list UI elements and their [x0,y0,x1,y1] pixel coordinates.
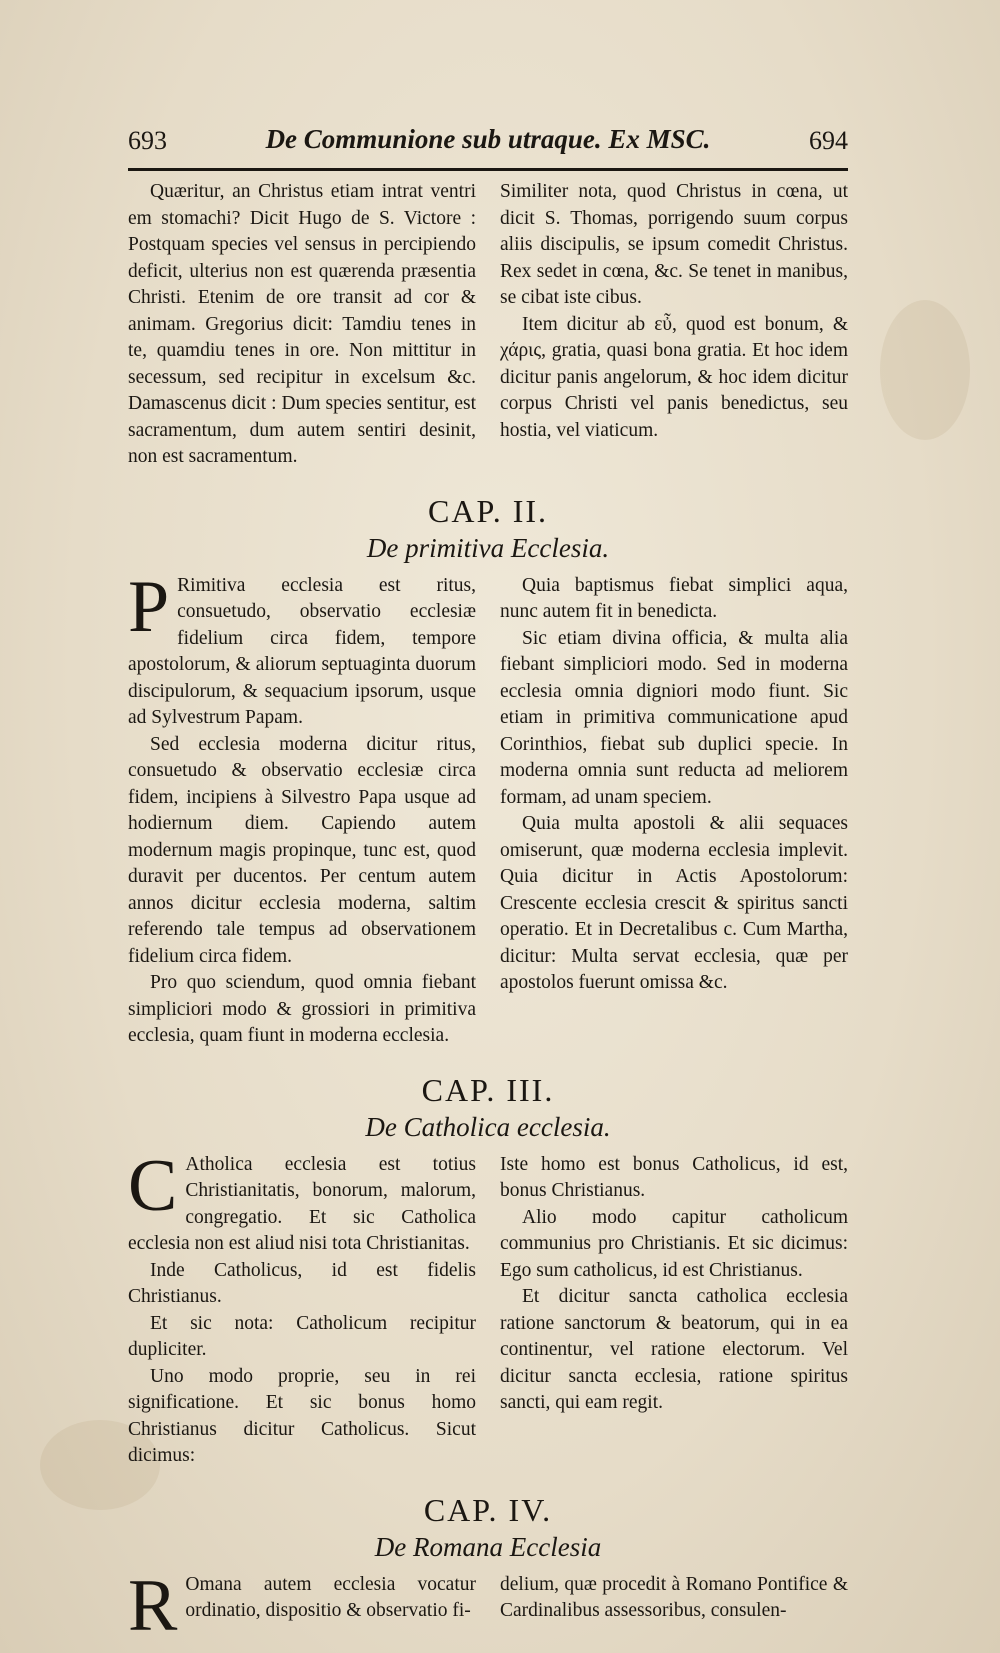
running-title: De Communione sub utraque. Ex MSC. [265,124,711,154]
paragraph: delium, quæ procedit à Romano Pontifice & Cardinalibus assessoribus, consulen- [500,1573,848,1621]
paragraph: Iste homo est bonus Catholicus, id est, bonus Christianus. [500,1153,848,1201]
intro-columns [128,179,848,471]
drop-cap: P [128,565,170,648]
header-rule [128,168,848,175]
paragraph: Sic etiam divina officia, & multa alia fiebant simpliciori modo. Sed in moderna ecclesia omnia digniori modo fiunt. Sic etiam in primitiva communicatione apud Corinthios, fiebat sub duplici specie. In moderna omnia sunt reducta ad meliorem formam, ad unam speciem. [500,627,848,808]
paragraph: Uno modo proprie, seu in rei significatione. Et sic bonus homo Christianus dicitur Catholicus. Sicut dicimus: [128,1365,476,1466]
chapter-4-right-column [500,1572,848,1636]
chapter-3-left-column [128,1144,476,1470]
chapter-subtitle: De Catholica ecclesia. [365,1111,611,1142]
paragraph: Omana autem ecclesia vocatur ordinatio, dispositio & observatio fi- [185,1573,476,1621]
paragraph: Similiter nota, quod Christus in cœna, ut dicit S. Thomas, porrigendo suum corpus aliis discipulis, se ipsum comedit Christus. Rex sedet in cœna, &c. Se tenet in manibus, se cibat iste cibus. [500,181,848,308]
page-number-right: 694 [809,126,848,155]
chapter-heading: CAP. II. [427,492,548,529]
chapter-heading: CAP. III. [421,1071,555,1108]
intro-left-column [128,179,476,471]
paragraph: Alio modo capitur catholicum communius pro Christianis. Et sic dicimus: Ego sum catholicus, id est Christianus. [500,1206,848,1281]
chapter-2-columns [128,565,848,1050]
chapter-heading: CAP. IV. [423,1491,553,1528]
chapter-2-right-column [500,573,848,1050]
paragraph: Quia multa apostoli & alii sequaces omiserunt, quæ moderna ecclesia implevit. Quia dicitur in Actis Apostolorum: Crescente ecclesia crescit & spiritus sancti operatio. Et in Decretalibus c. Cum Martha, dicitur: Multa servat ecclesia, quæ per apostolos fuerunt omissa &c. [500,813,848,993]
chapter-3-right-column [500,1152,848,1470]
paragraph: Item dicitur ab εὖ, quod est bonum, & χάρις, gratia, quasi bona gratia. Et hoc idem dicitur panis angelorum, & hoc idem dicitur corpus Christi vel panis benedictus, seu hostia, vel viaticum. [500,313,848,441]
paragraph: Quæritur, an Christus etiam intrat ventri em stomachi? Dicit Hugo de S. Victore : Postquam species vel sensus in percipiendo deficit, ulterius non est quærenda præsentia Christi. Etenim de ore transit ad cor & animam. Gregorius dicit: Tamdiu tenes in te, quamdiu tenes in ore. Non mittitur in secessum, sed recipitur in excelsum &c. Damascenus dicit : Dum species sentitur, est sacramentum, dum autem sentiri desinit, non est sacramentum. [128,181,476,467]
chapter-2-left-column [128,565,476,1050]
page-number-left: 693 [128,126,167,155]
running-header [128,120,848,160]
paragraph: Rimitiva ecclesia est ritus, consuetudo, observatio ecclesiæ fidelium circa fidem, tempore apostolorum, & aliorum septuaginta duorum discipulorum, & sequacium ipsorum, usque ad Sylvestrum Papam. [128,574,476,728]
book-page [128,120,848,1647]
paragraph: Et sic nota: Catholicum recipitur dupliciter. [128,1312,476,1360]
chapter-4-left-column [128,1564,476,1647]
paragraph: Inde Catholicus, id est fidelis Christianus. [128,1259,476,1307]
paragraph: Et dicitur sancta catholica ecclesia ratione sanctorum & beatorum, qui in ea continentur, vel ratione electorum. Vel dicitur sancta ecclesia, ratione spiritus sancti, qui eam regit. [500,1286,848,1413]
paragraph: Pro quo sciendum, quod omnia fiebant simpliciori modo & grossiori in primitiva ecclesia, quam fiunt in moderna ecclesia. [128,972,476,1046]
drop-cap: C [128,1144,178,1227]
chapter-subtitle: De Romana Ecclesia [374,1531,602,1562]
paragraph: Quia baptismus fiebat simplici aqua, nunc autem fit in benedicta. [500,574,848,622]
chapter-3-columns [128,1144,848,1470]
intro-right-column [500,179,848,471]
paragraph: Atholica ecclesia est totius Christianitatis, bonorum, malorum, congregatio. Et sic Catholica ecclesia non est aliud nisi tota Christianitas. [128,1153,476,1254]
paper-stain [880,300,970,440]
chapter-4-columns [128,1564,848,1647]
chapter-subtitle: De primitiva Ecclesia. [366,532,610,563]
drop-cap: R [128,1564,178,1647]
paragraph: Sed ecclesia moderna dicitur ritus, consuetudo & observatio ecclesiæ circa fidem, incipiens à Silvestro Papa usque ad hodiernum diem. Capiendo autem modernum magis propinque, tunc est, quod duravit per ducentos. Per centum autem annos dicitur ecclesia moderna, saltim referendo tale tempus ad observationem fidelium circa fidem. [128,733,476,967]
